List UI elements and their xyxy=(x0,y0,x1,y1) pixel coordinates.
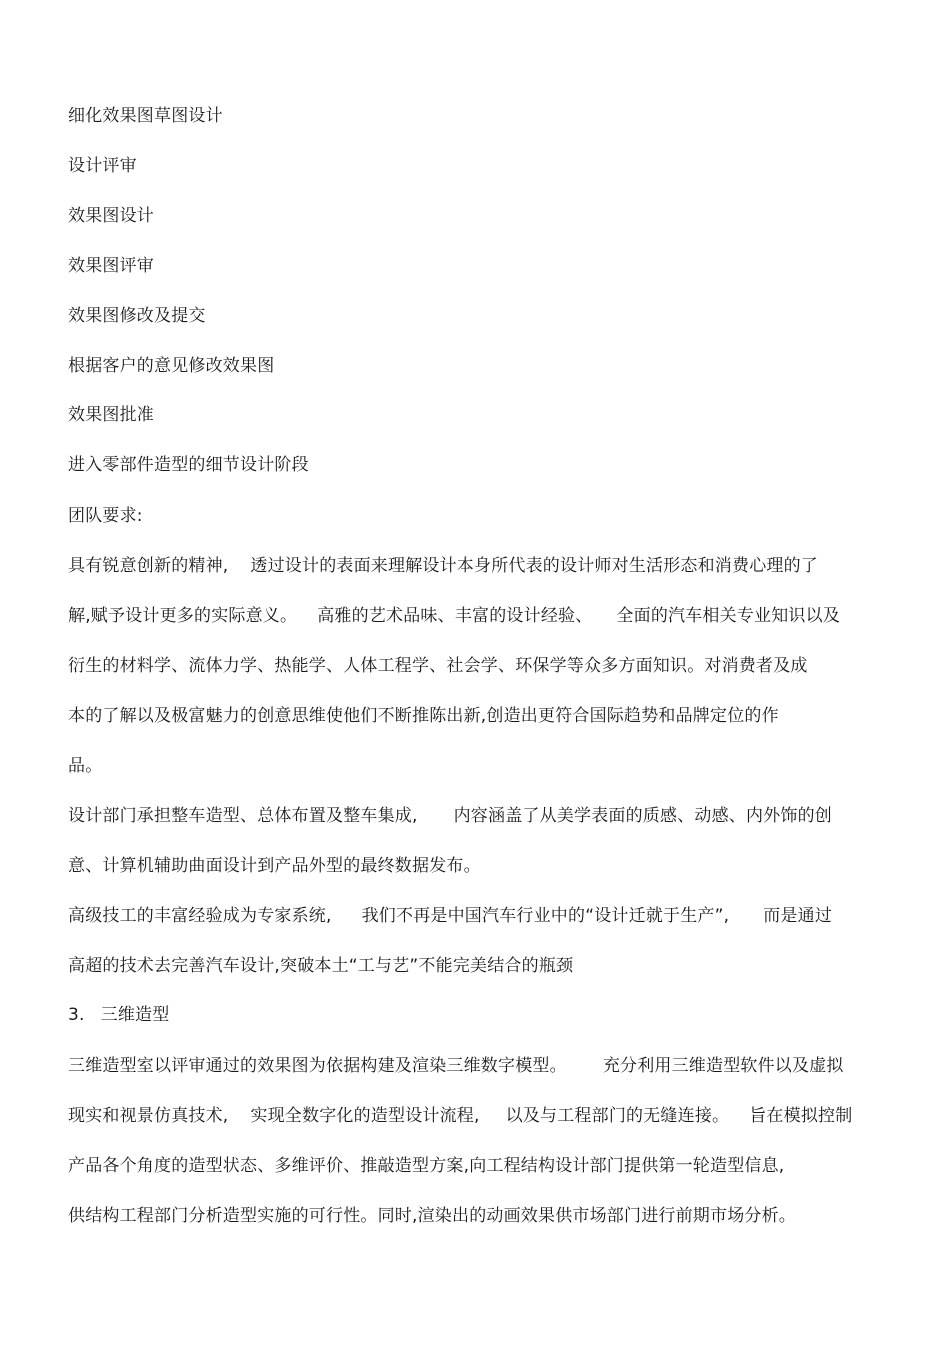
section3-para-line2 xyxy=(68,1105,852,1127)
team-para1-line5: 品。 xyxy=(68,756,103,776)
team-para1-line2 xyxy=(68,605,840,627)
step-6: 根据客户的意见修改效果图 xyxy=(68,356,275,376)
team-para1-line1 xyxy=(68,555,818,577)
section3-seg1: 三维造型室以评审通过的效果图为依据构建及渲染三维数字模型。 xyxy=(68,1056,567,1076)
team-para2-seg1: 设计部门承担整车造型、总体布置及整车集成, xyxy=(68,806,418,826)
section3-number: 3. xyxy=(68,1005,85,1025)
team-para3-line1 xyxy=(68,905,832,927)
section3-seg5: 以及与工程部门的无缝连接。 xyxy=(505,1106,730,1126)
team-para2-line2: 意、计算机辅助曲面设计到产品外型的最终数据发布。 xyxy=(68,856,481,876)
section3-seg3: 现实和视景仿真技术, xyxy=(68,1106,229,1126)
section3-seg4: 实现全数字化的造型设计流程, xyxy=(250,1106,480,1126)
team-para3-seg1: 高级技工的丰富经验成为专家系统, xyxy=(68,906,332,926)
section3-para-line1 xyxy=(68,1055,844,1077)
team-para1-seg5: 全面的汽车相关专业知识以及 xyxy=(616,606,841,626)
step-4: 效果图评审 xyxy=(68,256,154,276)
section3-title: 三维造型 xyxy=(100,1005,170,1025)
section3-heading xyxy=(68,1004,169,1026)
section3-para-line4: 供结构工程部门分析造型实施的可行性。同时,渲染出的动画效果供市场部门进行前期市场分析。 xyxy=(68,1206,797,1226)
team-heading: 团队要求: xyxy=(68,506,143,526)
step-5: 效果图修改及提交 xyxy=(68,306,206,326)
team-para3-line2: 高超的技术去完善汽车设计,突破本土“工与艺”不能完美结合的瓶颈 xyxy=(68,956,574,976)
team-para1-line4: 本的了解以及极富魅力的创意思维使他们不断推陈出新,创造出更符合国际趋势和品牌定位的作 xyxy=(68,706,779,726)
section3-seg6: 旨在模拟控制 xyxy=(749,1106,853,1126)
team-para1-seg4: 高雅的艺术品味、丰富的设计经验、 xyxy=(317,606,593,626)
section3-seg2: 充分利用三维造型软件以及虚拟 xyxy=(602,1056,844,1076)
team-para2-line1 xyxy=(68,805,832,827)
team-para2-seg2: 内容涵盖了从美学表面的质感、动感、内外饰的创 xyxy=(453,806,833,826)
step-3: 效果图设计 xyxy=(68,206,154,226)
step-2: 设计评审 xyxy=(68,156,137,176)
team-para1-seg3: 解,赋予设计更多的实际意义。 xyxy=(68,606,298,626)
section3-para-line3: 产品各个角度的造型状态、多维评价、推敲造型方案,向工程结构设计部门提供第一轮造型信息, xyxy=(68,1156,785,1176)
team-para1-seg2: 透过设计的表面来理解设计本身所代表的设计师对生活形态和消费心理的了 xyxy=(250,556,819,576)
step-8: 进入零部件造型的细节设计阶段 xyxy=(68,455,309,475)
step-1: 细化效果图草图设计 xyxy=(68,106,223,126)
step-7: 效果图批准 xyxy=(68,405,154,425)
team-para1-seg1: 具有锐意创新的精神, xyxy=(68,556,229,576)
team-para3-seg3: 而是通过 xyxy=(763,906,833,926)
team-para1-line3: 衍生的材料学、流体力学、热能学、人体工程学、社会学、环保学等众多方面知识。对消费者及成 xyxy=(68,656,808,676)
team-para3-seg2: 我们不再是中国汽车行业中的“设计迁就于生产”, xyxy=(361,906,730,926)
